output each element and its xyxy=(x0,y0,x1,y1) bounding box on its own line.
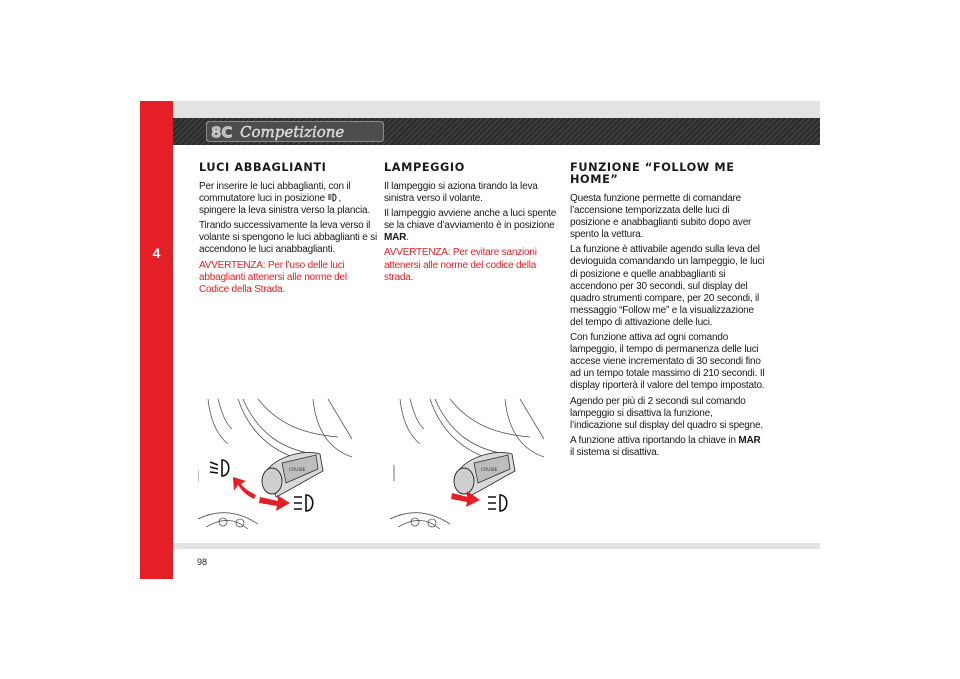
section-title: FUNZIONE “FOLLOW ME HOME” xyxy=(570,161,735,186)
chapter-number: 4 xyxy=(152,245,161,261)
high-beam-icon xyxy=(488,495,507,511)
section-follow-me-home xyxy=(570,162,765,462)
arrow-pull-icon xyxy=(233,477,256,499)
high-beam-icon xyxy=(328,193,339,202)
cruise-label: CRUISE xyxy=(481,468,498,473)
svg-text:8C: 8C xyxy=(211,123,233,142)
bottom-bar xyxy=(173,543,820,549)
low-beam-icon xyxy=(210,460,229,476)
paragraph: Per inserire le luci abbaglianti, con il commutatore luci in posizione , spingere la leva sinistra verso la plancia. xyxy=(199,181,370,217)
paragraph: Con funzione attiva ad ogni comando lampeggio, il tempo di permanenza delle luci accese viene incrementato di 30 secondi fino ad un tempo totale massimo di 210 secondi. Il display riporterà il valore del tempo impostato. xyxy=(570,332,765,392)
paragraph: Questa funzione permette di comandare l’accensione temporizzata delle luci di posizione e anabbaglianti subito dopo aver spento la vettura. xyxy=(570,193,752,241)
paragraph: La funzione è attivabile agendo sulla leva del devioguida comandando un lampeggio, le luci di posizione e quelle anabbaglianti si accendono per 30 secondi, sul display del quadro strumenti compare, per 20 secondi, il messaggio “Follow me” e la visualizzazione del tempo di attivazione delle luci. xyxy=(570,244,765,328)
lever-illustration-high-beam xyxy=(198,399,352,529)
lever-illustration-flash xyxy=(390,399,544,529)
svg-text:Competizione: Competizione xyxy=(240,123,345,141)
mar-label: MAR xyxy=(384,232,407,244)
arrow-push-icon xyxy=(259,495,290,511)
section-title: LAMPEGGIO xyxy=(384,161,465,174)
section-title: LUCI ABBAGLIANTI xyxy=(199,161,327,174)
page-number: 98 xyxy=(197,557,208,567)
chapter-tab xyxy=(140,101,173,579)
high-beam-icon xyxy=(294,495,313,511)
paragraph: Il lampeggio avviene anche a luci spente se la chiave d’avviamento è in posizione MAR. xyxy=(384,208,557,244)
8c-competizione-logo xyxy=(206,118,384,145)
warning-text: AVVERTENZA: Per l’uso delle luci abbaglianti attenersi alle norme del Codice della Strada. xyxy=(199,259,347,295)
mar-label: MAR xyxy=(738,434,761,446)
section-luci-abbaglianti xyxy=(199,162,379,299)
paragraph: Tirando successivamente la leva verso il volante si spengono le luci abbaglianti e si accendono le luci anabbaglianti. xyxy=(199,220,377,256)
cruise-label: CRUISE xyxy=(289,468,306,473)
paragraph: A funzione attiva riportando la chiave in MAR il sistema si disattiva. xyxy=(570,434,761,458)
warning-text: AVVERTENZA: Per evitare sanzioni attenersi alle norme del codice della strada. xyxy=(384,247,537,283)
paragraph: Agendo per più di 2 secondi sul comando lampeggio si disattiva la funzione, l’indicazione sul display del quadro si spegne. xyxy=(570,395,763,431)
section-lampeggio xyxy=(384,162,564,287)
top-bar xyxy=(173,101,820,118)
paragraph: Il lampeggio si aziona tirando la leva sinistra verso il volante. xyxy=(384,181,538,205)
